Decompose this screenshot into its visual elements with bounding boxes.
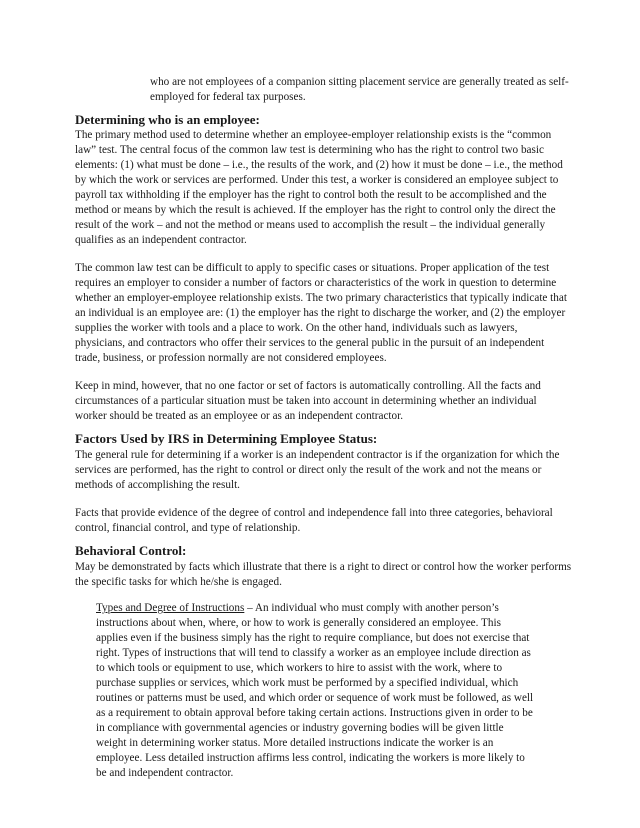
instructions-first-line-rest: – An individual who must comply with another person’s — [244, 602, 499, 614]
paragraph-line: The general rule for determining if a worker is an independent contractor is if the organization for which the — [75, 449, 560, 461]
paragraph-line: right. Types of instructions that will tend to classify a worker as an employee include direction as — [96, 647, 531, 659]
paragraph-line: as a requirement to obtain approval before taking certain actions. Instructions given in order to be — [96, 707, 533, 719]
paragraph-line: result of the work – and not the method or means used to accomplish the result – the individual generally — [75, 219, 546, 231]
paragraph-line: May be demonstrated by facts which illustrate that there is a right to direct or control how the worker performs — [75, 561, 572, 573]
paragraph-line: instructions about when, where, or how to work is generally considered an employee. This — [96, 617, 501, 629]
heading-irs-factors: Factors Used by IRS in Determining Employee Status: — [75, 431, 378, 446]
paragraph-line: payroll tax withholding if the employer has the right to control both the result to be accomplished and the — [75, 189, 547, 201]
paragraph-line: Facts that provide evidence of the degree of control and independence fall into three categories, behavioral — [75, 507, 553, 519]
paragraph-line: trade, business, or profession normally are not considered employees. — [75, 352, 387, 364]
paragraph-line: weight in determining worker status. More detailed instructions indicate the worker is an — [96, 737, 494, 749]
paragraph-line: services are performed, has the right to control or direct only the result of the work and not the means or — [75, 464, 542, 476]
paragraph-line: routines or patterns must be used, and which order or sequence of work must be followed, as well — [96, 692, 534, 704]
paragraph-line: qualifies as an independent contractor. — [75, 234, 247, 246]
heading-determining-employee: Determining who is an employee: — [75, 112, 260, 127]
paragraph-line: by which the work or services are performed. Under this test, a worker is considered an employee subject to — [75, 174, 559, 186]
paragraph-line: control, financial control, and type of relationship. — [75, 522, 301, 534]
paragraph-line: purchase supplies or services, which work must be performed by a specified individual, which — [96, 677, 519, 689]
paragraph-line: to which tools or equipment to use, which workers to hire to assist with the work, where to — [96, 662, 503, 674]
intro-line: who are not employees of a companion sitting placement service are generally treated as self- — [150, 76, 569, 88]
paragraph-line: methods of accomplishing the result. — [75, 479, 240, 491]
paragraph-line: law” test. The central focus of the common law test is determining who has the right to control two basic — [75, 144, 544, 156]
paragraph-line: applies even if the business simply has the right to require compliance, but does not exercise that — [96, 632, 530, 644]
paragraph-line: method or means by which the result is achieved. If the employer has the right to control only the direct the — [75, 204, 556, 216]
instructions-first-line — [96, 601, 499, 616]
paragraph-line: worker should be treated as an employee or as an independent contractor. — [75, 410, 404, 422]
intro-line: employed for federal tax purposes. — [150, 91, 306, 103]
paragraph-line: physicians, and contractors who offer their services to the general public in the pursuit of an independent — [75, 337, 545, 349]
paragraph-line: Keep in mind, however, that no one factor or set of factors is automatically controlling. All the facts and — [75, 380, 541, 392]
paragraph-line: whether an employer-employee relationship exists. The two primary characteristics that typically indicate that — [75, 292, 567, 304]
term-types-degree-instructions: Types and Degree of Instructions — [96, 602, 245, 614]
paragraph-line: an individual is an employee are: (1) the employer has the right to discharge the worker, and (2) the employer — [75, 307, 566, 319]
paragraph-line: employee. Less detailed instruction affirms less control, indicating the workers is more likely to — [96, 752, 525, 764]
paragraph-line: elements: (1) what must be done – i.e., the results of the work, and (2) how it must be done – i.e., the method — [75, 159, 563, 171]
paragraph-line: The common law test can be difficult to apply to specific cases or situations. Proper application of the test — [75, 262, 550, 274]
paragraph-line: The primary method used to determine whether an employee-employer relationship exists is the “common — [75, 129, 552, 141]
paragraph-line: be and independent contractor. — [96, 767, 234, 779]
paragraph-line: the specific tasks for which he/she is engaged. — [75, 576, 282, 588]
paragraph-line: supplies the worker with tools and a place to work. On the other hand, individuals such as lawyers, — [75, 322, 518, 334]
paragraph-line: requires an employer to consider a number of factors or characteristics of the work in question to determine — [75, 277, 557, 289]
paragraph-line: in compliance with governmental agencies or industry governing bodies will be given little — [96, 722, 504, 734]
paragraph-line: circumstances of a particular situation must be taken into account in determining whether an individual — [75, 395, 537, 407]
heading-behavioral-control: Behavioral Control: — [75, 543, 187, 558]
